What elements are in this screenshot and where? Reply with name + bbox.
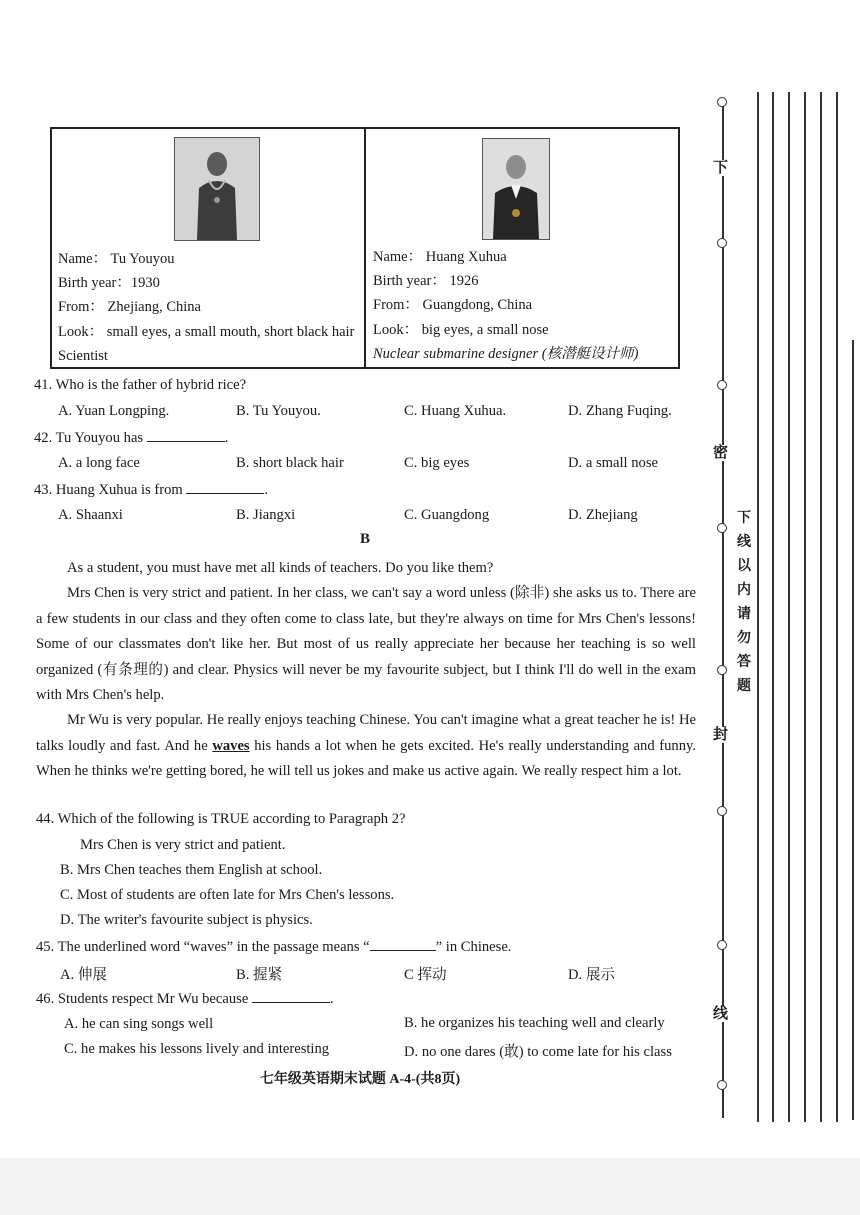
question-45-stem-end: ” in Chinese. — [435, 939, 512, 955]
seal-circle-icon — [717, 238, 727, 248]
binding-line — [836, 92, 838, 1122]
seal-circle-icon — [717, 97, 727, 107]
option-44-d: D. The writer's favourite subject is physics. — [60, 912, 313, 928]
profile-job: Nuclear submarine designer (核潜艇设计师) — [373, 345, 639, 362]
question-43-tail: . — [264, 482, 269, 498]
option-46-d: D. no one dares (敢) to come late for his class — [404, 1044, 672, 1060]
option-43-a: A. Shaanxi — [58, 507, 123, 523]
portrait-photo-woman-graphic — [175, 138, 259, 240]
answer-blank — [370, 938, 436, 951]
portrait-photo-man-icon — [482, 138, 550, 240]
option-42-d: D. a small nose — [568, 455, 658, 471]
option-45-c: C 挥动 — [404, 967, 447, 983]
binding-line — [820, 92, 822, 1122]
scan-bottom-margin — [0, 1158, 860, 1215]
passage-p3-start: Mr Wu is very popular. He really enjoys teaching Chinese. You can't imagine what a great teacher he is! He talks loudly and fast. And he — [36, 712, 696, 754]
option-45-a: A. 伸展 — [60, 967, 108, 983]
page-footer: 七年级英语期末试题 A-4-(共8页) — [259, 1072, 461, 1087]
passage — [36, 556, 696, 785]
seal-circle-icon — [717, 523, 727, 533]
section-heading: B — [360, 531, 371, 547]
question-42-tail: . — [224, 430, 229, 446]
underlined-word: waves — [212, 737, 250, 754]
binding-line — [788, 92, 790, 1122]
profile-birth-year: Birth year：1930 — [58, 275, 160, 292]
option-43-c: C. Guangdong — [404, 507, 490, 523]
question-43-stem: 43. Huang Xuhua is from — [34, 482, 183, 498]
binding-line — [804, 92, 806, 1122]
seal-circle-icon — [717, 940, 727, 950]
option-42-a: A. a long face — [58, 455, 140, 471]
option-42-c: C. big eyes — [404, 455, 470, 471]
seal-char: 封 — [713, 727, 729, 743]
question-46-stem: 46. Students respect Mr Wu because — [36, 991, 249, 1007]
profile-from: From： Zhejiang, China — [58, 299, 201, 316]
binding-notice: 下线以内请勿答题 — [737, 511, 751, 694]
answer-blank — [147, 429, 225, 442]
option-41-a: A. Yuan Longping. — [58, 403, 170, 419]
profile-from: From： Guangdong, China — [373, 297, 533, 314]
portrait-photo-woman-icon — [174, 137, 260, 241]
question-42 — [34, 429, 228, 447]
question-46 — [36, 990, 334, 1008]
question-44: 44. Which of the following is TRUE according to Paragraph 2? — [36, 811, 406, 827]
question-41: 41. Who is the father of hybrid rice? — [34, 377, 247, 393]
profile-info — [373, 245, 674, 366]
option-46-b: B. he organizes his teaching well and clearly — [404, 1015, 665, 1031]
answer-blank — [252, 990, 330, 1003]
option-44-a: Mrs Chen is very strict and patient. — [80, 837, 286, 853]
option-41-d: D. Zhang Fuqing. — [568, 403, 672, 419]
seal-char: 下 — [713, 160, 729, 176]
option-44-c: C. Most of students are often late for Mrs Chen's lessons. — [60, 887, 395, 903]
profile-name: Name： Huang Xuhua — [373, 249, 507, 265]
seal-circle-icon — [717, 806, 727, 816]
seal-circle-icon — [717, 665, 727, 675]
option-45-b: B. 握紧 — [236, 967, 283, 983]
profile-info — [58, 247, 360, 368]
passage-paragraph-1: As a student, you must have met all kinds of teachers. Do you like them? — [67, 560, 494, 576]
question-46-tail: . — [329, 991, 334, 1007]
option-41-b: B. Tu Youyou. — [236, 403, 321, 419]
question-45-stem-start: 45. The underlined word “waves” in the passage means “ — [36, 939, 370, 955]
option-43-d: D. Zhejiang — [568, 507, 638, 523]
portrait-photo-man-graphic — [483, 139, 549, 239]
question-45 — [36, 938, 511, 956]
profile-birth-year: Birth year： 1926 — [373, 273, 479, 290]
profile-look: Look： small eyes, a small mouth, short black hair — [58, 323, 355, 340]
seal-char: 密 — [713, 445, 729, 461]
option-46-c: C. he makes his lessons lively and interesting — [64, 1041, 330, 1057]
question-42-stem: 42. Tu Youyou has — [34, 430, 144, 446]
question-43 — [34, 481, 268, 499]
profile-card-tu-youyou — [52, 129, 364, 367]
option-44-b: B. Mrs Chen teaches them English at school. — [60, 862, 323, 878]
profile-name: Name： Tu Youyou — [58, 251, 175, 267]
option-45-d: D. 展示 — [568, 967, 616, 983]
binding-line — [852, 340, 854, 1120]
profile-look: Look： big eyes, a small nose — [373, 321, 549, 338]
option-42-b: B. short black hair — [236, 455, 344, 471]
option-43-b: B. Jiangxi — [236, 507, 296, 523]
profile-table — [50, 127, 680, 369]
seal-circle-icon — [717, 1080, 727, 1090]
option-46-a: A. he can sing songs well — [64, 1016, 214, 1032]
profile-job: Scientist — [58, 347, 108, 364]
passage-p3-end: his hands a lot when he gets excited. He's really understanding and funny. When he thinks we're getting bored, he will tell us jokes and make us active again. We really respect him a lot. — [36, 737, 696, 780]
seal-char: 线 — [713, 1006, 729, 1022]
seal-dashed-line — [722, 106, 724, 1118]
option-41-c: C. Huang Xuhua. — [404, 403, 507, 419]
profile-card-huang-xuhua — [364, 129, 678, 367]
answer-blank — [186, 481, 264, 494]
seal-circle-icon — [717, 380, 727, 390]
passage-paragraph-3 — [36, 708, 696, 784]
passage-paragraph-2: Mrs Chen is very strict and patient. In her class, we can't say a word unless (除非) she asks us to. There are a few students in our class and they often come to class late, but they're always on time for Mrs Chen's lessons! Some of our classmates don't like her. But most of us really appreciate her because her teaching is so well organized (有条理的) and clear. Physics will never be my favourite subject, but I think I'll do well in the exam with Mrs Chen's help. — [36, 585, 696, 704]
binding-line — [757, 92, 759, 1122]
binding-line — [772, 92, 774, 1122]
